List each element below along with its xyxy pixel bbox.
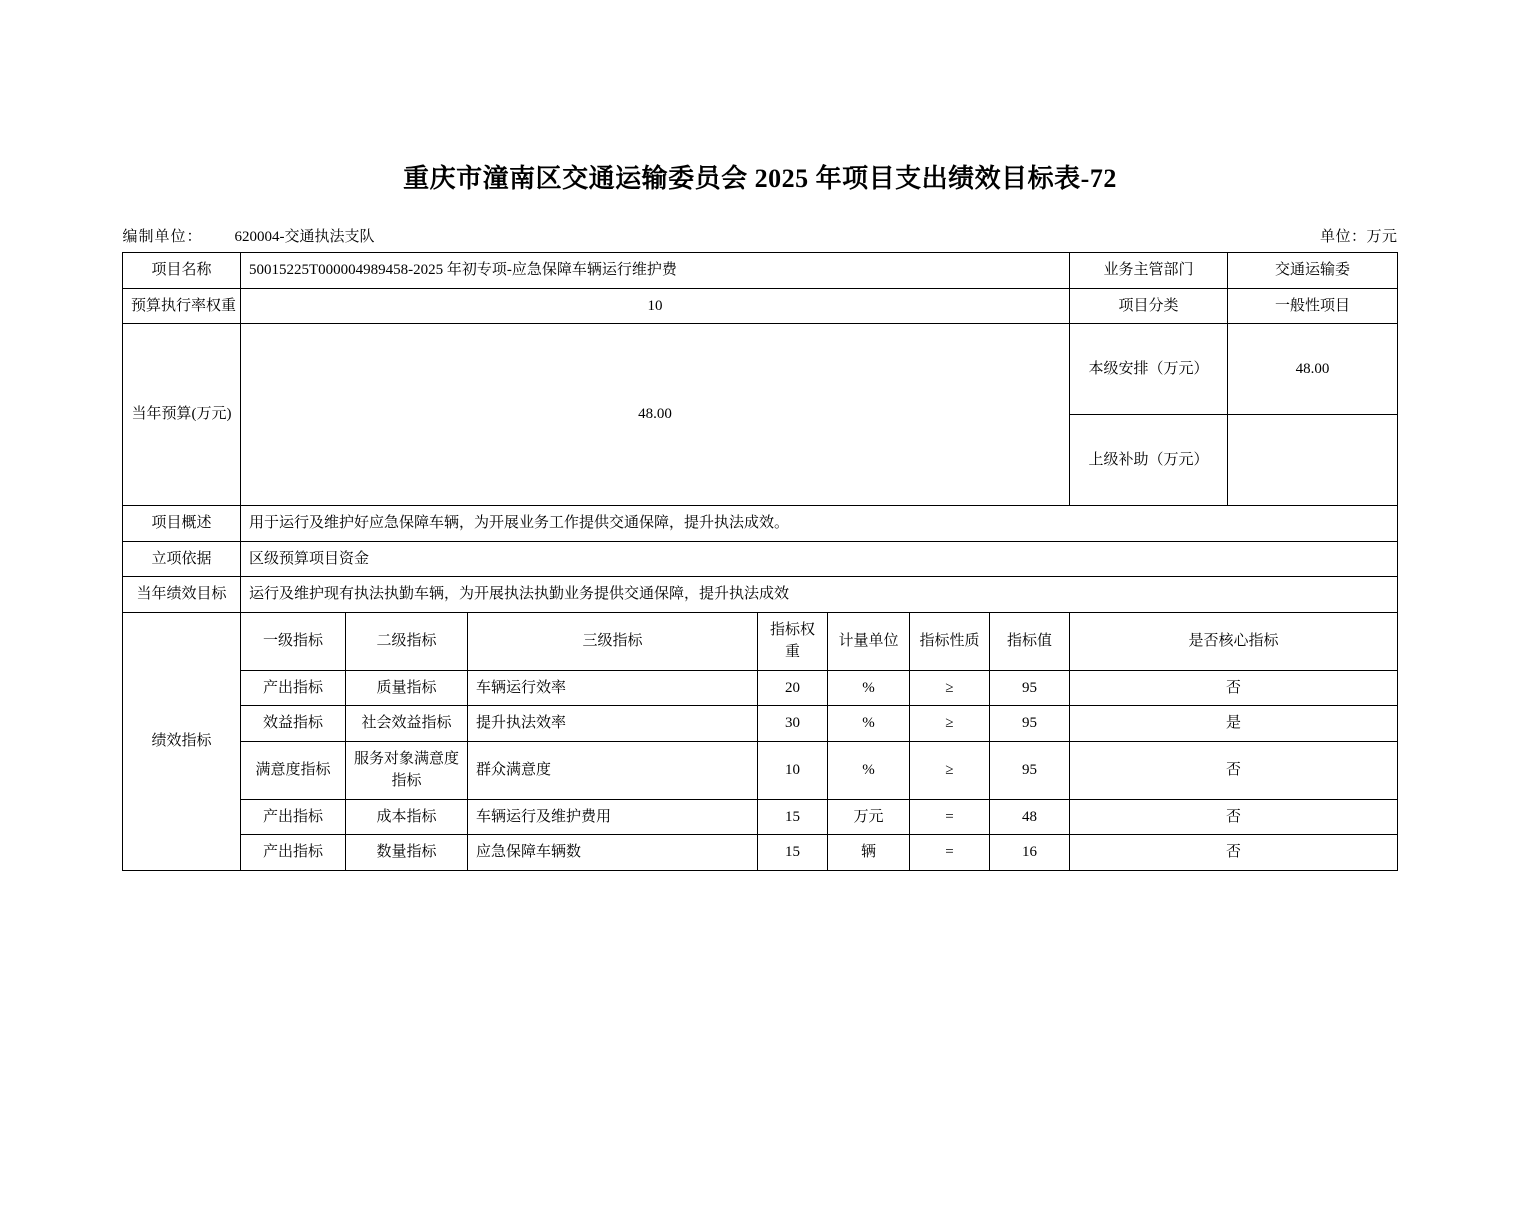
- basis-label: 立项依据: [122, 541, 240, 577]
- indicator-level2: 成本指标: [345, 799, 467, 835]
- performance-indicator-label: 绩效指标: [122, 612, 240, 870]
- indicator-weight: 20: [757, 670, 827, 706]
- basis-value: 区级预算项目资金: [240, 541, 1397, 577]
- budget-label: 当年预算(万元): [122, 324, 240, 506]
- year-goal-label: 当年绩效目标: [122, 577, 240, 613]
- compiler-value: 620004-交通执法支队: [234, 229, 375, 245]
- indicator-level3: 车辆运行效率: [467, 670, 757, 706]
- dept-label: 业务主管部门: [1070, 253, 1228, 289]
- indicator-level3: 提升执法效率: [467, 706, 757, 742]
- indicator-level2: 社会效益指标: [345, 706, 467, 742]
- indicator-unit: %: [827, 741, 909, 799]
- dept-value: 交通运输委: [1228, 253, 1398, 289]
- indicator-nature: ≥: [909, 706, 989, 742]
- indicator-header-nature: 指标性质: [909, 612, 989, 670]
- table-row: [122, 741, 1397, 799]
- project-name-value: 50015225T000004989458-2025 年初专项-应急保障车辆运行维护费: [240, 253, 1069, 289]
- upper-subsidy-value: [1228, 415, 1398, 506]
- local-arrange-label: 本级安排（万元）: [1070, 324, 1228, 415]
- indicator-core: 否: [1070, 835, 1398, 871]
- performance-target-table: [122, 252, 1398, 871]
- indicator-header-level2: 二级指标: [345, 612, 467, 670]
- indicator-nature: ≥: [909, 670, 989, 706]
- indicator-header-weight: 指标权重: [757, 612, 827, 670]
- table-row: [122, 799, 1397, 835]
- indicator-value: 95: [989, 706, 1069, 742]
- indicator-header-level3: 三级指标: [467, 612, 757, 670]
- indicator-core: 是: [1070, 706, 1398, 742]
- local-arrange-value: 48.00: [1228, 324, 1398, 415]
- budget-value: 48.00: [240, 324, 1069, 506]
- indicator-core: 否: [1070, 799, 1398, 835]
- indicator-level1: 产出指标: [240, 835, 345, 871]
- document-page: [0, 158, 1520, 1232]
- indicator-nature: =: [909, 799, 989, 835]
- indicator-header-core: 是否核心指标: [1070, 612, 1398, 670]
- compiler-label: 编制单位：: [122, 229, 203, 245]
- table-row-year-goal: [122, 577, 1397, 613]
- project-name-label: 项目名称: [122, 253, 240, 289]
- indicator-level2: 质量指标: [345, 670, 467, 706]
- category-value: 一般性项目: [1228, 288, 1398, 324]
- table-row-exec-weight: [122, 288, 1397, 324]
- indicator-value: 95: [989, 741, 1069, 799]
- indicator-weight: 15: [757, 799, 827, 835]
- indicator-unit: %: [827, 670, 909, 706]
- exec-weight-value: 10: [240, 288, 1069, 324]
- indicator-core: 否: [1070, 741, 1398, 799]
- overview-value: 用于运行及维护好应急保障车辆，为开展业务工作提供交通保障，提升执法成效。: [240, 506, 1397, 542]
- indicator-level2: 服务对象满意度指标: [345, 741, 467, 799]
- page-title: 重庆市潼南区交通运输委员会 2025 年项目支出绩效目标表-72: [403, 164, 1117, 193]
- indicator-unit: %: [827, 706, 909, 742]
- indicator-weight: 15: [757, 835, 827, 871]
- table-row-basis: [122, 541, 1397, 577]
- indicator-nature: ≥: [909, 741, 989, 799]
- indicator-header-row: [122, 612, 1397, 670]
- table-row: [122, 835, 1397, 871]
- indicator-level3: 群众满意度: [467, 741, 757, 799]
- indicator-level1: 产出指标: [240, 799, 345, 835]
- table-row-overview: [122, 506, 1397, 542]
- indicator-nature: =: [909, 835, 989, 871]
- indicator-value: 16: [989, 835, 1069, 871]
- overview-label: 项目概述: [122, 506, 240, 542]
- indicator-level3: 车辆运行及维护费用: [467, 799, 757, 835]
- category-label: 项目分类: [1070, 288, 1228, 324]
- indicator-level2: 数量指标: [345, 835, 467, 871]
- indicator-level3: 应急保障车辆数: [467, 835, 757, 871]
- indicator-value: 48: [989, 799, 1069, 835]
- indicator-header-level1: 一级指标: [240, 612, 345, 670]
- indicator-unit: 万元: [827, 799, 909, 835]
- table-row-budget-local: [122, 324, 1397, 415]
- indicator-level1: 产出指标: [240, 670, 345, 706]
- table-row-project-name: [122, 253, 1397, 289]
- upper-subsidy-label: 上级补助（万元）: [1070, 415, 1228, 506]
- indicator-header-value: 指标值: [989, 612, 1069, 670]
- meta-row: [123, 225, 1398, 246]
- unit-label: 单位：万元: [1319, 229, 1398, 245]
- indicator-level1: 效益指标: [240, 706, 345, 742]
- indicator-weight: 10: [757, 741, 827, 799]
- indicator-header-unit: 计量单位: [827, 612, 909, 670]
- indicator-level1: 满意度指标: [240, 741, 345, 799]
- indicator-weight: 30: [757, 706, 827, 742]
- indicator-unit: 辆: [827, 835, 909, 871]
- exec-weight-label: 预算执行率权重: [122, 288, 240, 324]
- indicator-core: 否: [1070, 670, 1398, 706]
- compiler-info: [123, 225, 375, 246]
- indicator-value: 95: [989, 670, 1069, 706]
- table-row: [122, 670, 1397, 706]
- year-goal-value: 运行及维护现有执法执勤车辆，为开展执法执勤业务提供交通保障，提升执法成效: [240, 577, 1397, 613]
- table-row: [122, 706, 1397, 742]
